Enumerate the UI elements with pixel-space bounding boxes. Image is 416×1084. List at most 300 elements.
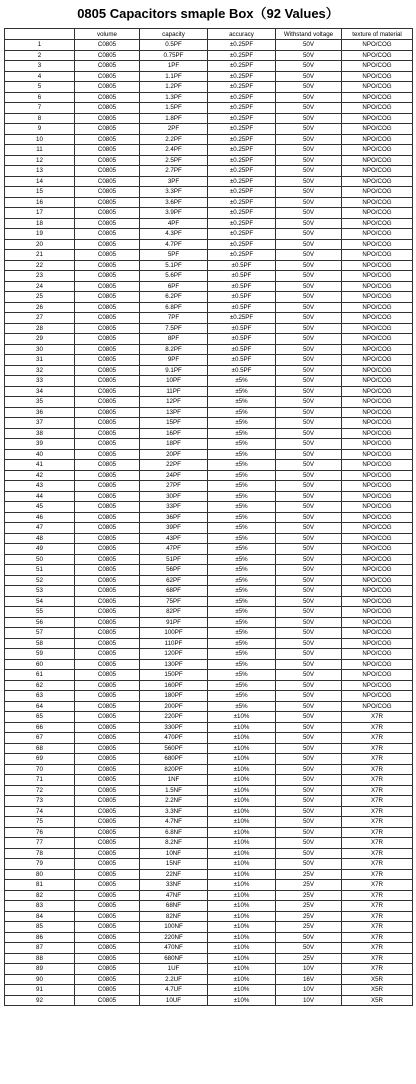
table-row — [5, 586, 413, 597]
cell-index: 3 — [5, 61, 75, 72]
table-row — [5, 544, 413, 555]
cell-volume: C0805 — [75, 124, 140, 135]
cell-accuracy: ±5% — [208, 502, 276, 513]
cell-voltage: 50V — [276, 313, 342, 324]
table-row — [5, 155, 413, 166]
header-capacity: capacity — [140, 29, 208, 40]
table-row — [5, 460, 413, 471]
table-row — [5, 218, 413, 229]
cell-capacity: 22NF — [140, 869, 208, 880]
cell-capacity: 1PF — [140, 61, 208, 72]
header-volume: volume — [75, 29, 140, 40]
cell-material: NPO/COG — [342, 460, 413, 471]
table-row — [5, 523, 413, 534]
cell-accuracy: ±5% — [208, 418, 276, 429]
cell-material: NPO/COG — [342, 145, 413, 156]
cell-voltage: 50V — [276, 827, 342, 838]
cell-capacity: 680NF — [140, 953, 208, 964]
cell-index: 4 — [5, 71, 75, 82]
cell-accuracy: ±0.25PF — [208, 82, 276, 93]
cell-material: X7R — [342, 722, 413, 733]
cell-material: NPO/COG — [342, 470, 413, 481]
cell-material: NPO/COG — [342, 554, 413, 565]
cell-accuracy: ±5% — [208, 533, 276, 544]
cell-accuracy: ±0.25PF — [208, 218, 276, 229]
cell-capacity: 1.1PF — [140, 71, 208, 82]
cell-capacity: 470NF — [140, 943, 208, 954]
cell-accuracy: ±5% — [208, 691, 276, 702]
cell-index: 58 — [5, 638, 75, 649]
cell-volume: C0805 — [75, 796, 140, 807]
cell-voltage: 50V — [276, 239, 342, 250]
table-row — [5, 197, 413, 208]
cell-accuracy: ±5% — [208, 449, 276, 460]
cell-voltage: 25V — [276, 880, 342, 891]
cell-volume: C0805 — [75, 376, 140, 387]
cell-voltage: 50V — [276, 407, 342, 418]
cell-index: 56 — [5, 617, 75, 628]
cell-volume: C0805 — [75, 670, 140, 681]
cell-index: 2 — [5, 50, 75, 61]
cell-volume: C0805 — [75, 985, 140, 996]
cell-index: 74 — [5, 806, 75, 817]
cell-accuracy: ±10% — [208, 764, 276, 775]
cell-material: NPO/COG — [342, 670, 413, 681]
cell-volume: C0805 — [75, 323, 140, 334]
cell-volume: C0805 — [75, 344, 140, 355]
cell-accuracy: ±0.5PF — [208, 344, 276, 355]
cell-index: 6 — [5, 92, 75, 103]
cell-capacity: 15NF — [140, 859, 208, 870]
cell-voltage: 50V — [276, 680, 342, 691]
cell-material: NPO/COG — [342, 208, 413, 219]
cell-material: X7R — [342, 943, 413, 954]
table-row — [5, 82, 413, 93]
cell-accuracy: ±0.25PF — [208, 134, 276, 145]
cell-voltage: 50V — [276, 523, 342, 534]
cell-accuracy: ±5% — [208, 575, 276, 586]
cell-accuracy: ±0.25PF — [208, 155, 276, 166]
cell-capacity: 5.1PF — [140, 260, 208, 271]
cell-voltage: 50V — [276, 722, 342, 733]
cell-index: 32 — [5, 365, 75, 376]
cell-index: 35 — [5, 397, 75, 408]
cell-index: 17 — [5, 208, 75, 219]
cell-index: 26 — [5, 302, 75, 313]
cell-material: X7R — [342, 785, 413, 796]
cell-accuracy: ±0.5PF — [208, 260, 276, 271]
cell-accuracy: ±10% — [208, 754, 276, 765]
cell-material: NPO/COG — [342, 544, 413, 555]
cell-voltage: 50V — [276, 82, 342, 93]
cell-voltage: 50V — [276, 428, 342, 439]
cell-voltage: 50V — [276, 145, 342, 156]
cell-volume: C0805 — [75, 176, 140, 187]
cell-index: 64 — [5, 701, 75, 712]
cell-accuracy: ±5% — [208, 659, 276, 670]
cell-voltage: 50V — [276, 554, 342, 565]
cell-accuracy: ±10% — [208, 985, 276, 996]
cell-voltage: 50V — [276, 743, 342, 754]
table-row — [5, 775, 413, 786]
cell-index: 40 — [5, 449, 75, 460]
cell-voltage: 50V — [276, 376, 342, 387]
cell-volume: C0805 — [75, 554, 140, 565]
cell-material: X7R — [342, 848, 413, 859]
table-row — [5, 607, 413, 618]
cell-capacity: 220PF — [140, 712, 208, 723]
table-row — [5, 239, 413, 250]
cell-volume: C0805 — [75, 470, 140, 481]
cell-capacity: 13PF — [140, 407, 208, 418]
cell-capacity: 15PF — [140, 418, 208, 429]
table-row — [5, 502, 413, 513]
cell-accuracy: ±0.25PF — [208, 113, 276, 124]
cell-material: NPO/COG — [342, 649, 413, 660]
cell-material: NPO/COG — [342, 512, 413, 523]
cell-voltage: 50V — [276, 355, 342, 366]
table-row — [5, 995, 413, 1006]
cell-volume: C0805 — [75, 701, 140, 712]
cell-accuracy: ±5% — [208, 670, 276, 681]
cell-capacity: 2.5PF — [140, 155, 208, 166]
cell-material: NPO/COG — [342, 82, 413, 93]
cell-accuracy: ±0.25PF — [208, 71, 276, 82]
cell-index: 24 — [5, 281, 75, 292]
cell-volume: C0805 — [75, 50, 140, 61]
cell-volume: C0805 — [75, 649, 140, 660]
cell-accuracy: ±5% — [208, 386, 276, 397]
cell-volume: C0805 — [75, 218, 140, 229]
cell-voltage: 50V — [276, 838, 342, 849]
cell-volume: C0805 — [75, 92, 140, 103]
cell-voltage: 50V — [276, 124, 342, 135]
cell-index: 60 — [5, 659, 75, 670]
cell-voltage: 50V — [276, 302, 342, 313]
cell-capacity: 1.5PF — [140, 103, 208, 114]
cell-material: NPO/COG — [342, 166, 413, 177]
cell-material: X7R — [342, 922, 413, 933]
cell-accuracy: ±0.25PF — [208, 197, 276, 208]
cell-capacity: 82NF — [140, 911, 208, 922]
cell-voltage: 50V — [276, 40, 342, 51]
cell-index: 65 — [5, 712, 75, 723]
cell-material: X7R — [342, 827, 413, 838]
table-row — [5, 901, 413, 912]
cell-voltage: 50V — [276, 260, 342, 271]
cell-voltage: 25V — [276, 922, 342, 933]
cell-capacity: 200PF — [140, 701, 208, 712]
cell-voltage: 50V — [276, 859, 342, 870]
cell-index: 46 — [5, 512, 75, 523]
cell-accuracy: ±0.25PF — [208, 103, 276, 114]
cell-voltage: 25V — [276, 890, 342, 901]
cell-capacity: 4PF — [140, 218, 208, 229]
cell-material: X7R — [342, 859, 413, 870]
cell-index: 38 — [5, 428, 75, 439]
cell-accuracy: ±5% — [208, 376, 276, 387]
table-row — [5, 512, 413, 523]
cell-voltage: 50V — [276, 197, 342, 208]
cell-voltage: 25V — [276, 911, 342, 922]
cell-volume: C0805 — [75, 302, 140, 313]
cell-material: NPO/COG — [342, 596, 413, 607]
cell-capacity: 560PF — [140, 743, 208, 754]
cell-capacity: 68PF — [140, 586, 208, 597]
cell-accuracy: ±10% — [208, 743, 276, 754]
cell-volume: C0805 — [75, 880, 140, 891]
cell-material: NPO/COG — [342, 386, 413, 397]
cell-material: NPO/COG — [342, 197, 413, 208]
table-row — [5, 187, 413, 198]
cell-volume: C0805 — [75, 229, 140, 240]
cell-index: 87 — [5, 943, 75, 954]
cell-accuracy: ±0.25PF — [208, 50, 276, 61]
cell-accuracy: ±5% — [208, 607, 276, 618]
cell-volume: C0805 — [75, 61, 140, 72]
cell-capacity: 3.9PF — [140, 208, 208, 219]
cell-voltage: 10V — [276, 964, 342, 975]
cell-accuracy: ±10% — [208, 796, 276, 807]
cell-volume: C0805 — [75, 40, 140, 51]
table-row — [5, 376, 413, 387]
cell-voltage: 50V — [276, 764, 342, 775]
cell-accuracy: ±10% — [208, 859, 276, 870]
cell-volume: C0805 — [75, 533, 140, 544]
cell-capacity: 30PF — [140, 491, 208, 502]
cell-accuracy: ±0.25PF — [208, 239, 276, 250]
cell-voltage: 50V — [276, 670, 342, 681]
cell-voltage: 10V — [276, 985, 342, 996]
cell-capacity: 110PF — [140, 638, 208, 649]
cell-material: NPO/COG — [342, 61, 413, 72]
table-row — [5, 911, 413, 922]
cell-volume: C0805 — [75, 628, 140, 639]
cell-accuracy: ±5% — [208, 512, 276, 523]
cell-index: 92 — [5, 995, 75, 1006]
cell-volume: C0805 — [75, 523, 140, 534]
cell-material: X7R — [342, 817, 413, 828]
cell-voltage: 50V — [276, 544, 342, 555]
cell-material: NPO/COG — [342, 701, 413, 712]
cell-voltage: 50V — [276, 397, 342, 408]
cell-capacity: 100NF — [140, 922, 208, 933]
cell-voltage: 50V — [276, 628, 342, 639]
table-row — [5, 827, 413, 838]
cell-material: NPO/COG — [342, 607, 413, 618]
cell-accuracy: ±5% — [208, 544, 276, 555]
table-row — [5, 985, 413, 996]
cell-capacity: 7.5PF — [140, 323, 208, 334]
cell-material: NPO/COG — [342, 418, 413, 429]
cell-material: NPO/COG — [342, 250, 413, 261]
cell-voltage: 50V — [276, 691, 342, 702]
cell-capacity: 8.2NF — [140, 838, 208, 849]
cell-volume: C0805 — [75, 901, 140, 912]
cell-volume: C0805 — [75, 407, 140, 418]
cell-material: NPO/COG — [342, 449, 413, 460]
cell-index: 84 — [5, 911, 75, 922]
table-row — [5, 397, 413, 408]
table-body — [5, 40, 413, 1006]
cell-index: 29 — [5, 334, 75, 345]
cell-material: NPO/COG — [342, 533, 413, 544]
cell-accuracy: ±10% — [208, 943, 276, 954]
cell-accuracy: ±10% — [208, 869, 276, 880]
cell-material: NPO/COG — [342, 407, 413, 418]
cell-volume: C0805 — [75, 281, 140, 292]
table-row — [5, 271, 413, 282]
cell-material: NPO/COG — [342, 575, 413, 586]
table-row — [5, 922, 413, 933]
cell-voltage: 50V — [276, 943, 342, 954]
cell-volume: C0805 — [75, 754, 140, 765]
table-row — [5, 785, 413, 796]
cell-material: NPO/COG — [342, 617, 413, 628]
cell-capacity: 33PF — [140, 502, 208, 513]
cell-material: NPO/COG — [342, 334, 413, 345]
cell-accuracy: ±10% — [208, 712, 276, 723]
cell-volume: C0805 — [75, 502, 140, 513]
cell-material: NPO/COG — [342, 376, 413, 387]
cell-volume: C0805 — [75, 365, 140, 376]
cell-accuracy: ±0.25PF — [208, 313, 276, 324]
table-row — [5, 764, 413, 775]
cell-volume: C0805 — [75, 775, 140, 786]
cell-capacity: 10NF — [140, 848, 208, 859]
cell-capacity: 4.3PF — [140, 229, 208, 240]
cell-voltage: 50V — [276, 176, 342, 187]
cell-accuracy: ±0.25PF — [208, 229, 276, 240]
cell-index: 18 — [5, 218, 75, 229]
cell-volume: C0805 — [75, 712, 140, 723]
table-row — [5, 638, 413, 649]
cell-material: NPO/COG — [342, 680, 413, 691]
cell-index: 31 — [5, 355, 75, 366]
cell-index: 14 — [5, 176, 75, 187]
cell-accuracy: ±5% — [208, 470, 276, 481]
cell-index: 54 — [5, 596, 75, 607]
cell-material: NPO/COG — [342, 92, 413, 103]
cell-accuracy: ±5% — [208, 596, 276, 607]
cell-index: 68 — [5, 743, 75, 754]
cell-voltage: 50V — [276, 292, 342, 303]
table-row — [5, 323, 413, 334]
cell-accuracy: ±0.25PF — [208, 208, 276, 219]
cell-index: 34 — [5, 386, 75, 397]
cell-index: 44 — [5, 491, 75, 502]
cell-volume: C0805 — [75, 439, 140, 450]
cell-index: 86 — [5, 932, 75, 943]
table-row — [5, 859, 413, 870]
cell-accuracy: ±5% — [208, 554, 276, 565]
cell-capacity: 330PF — [140, 722, 208, 733]
cell-index: 82 — [5, 890, 75, 901]
cell-index: 51 — [5, 565, 75, 576]
cell-capacity: 160PF — [140, 680, 208, 691]
cell-voltage: 50V — [276, 775, 342, 786]
cell-voltage: 50V — [276, 649, 342, 660]
cell-index: 66 — [5, 722, 75, 733]
cell-voltage: 50V — [276, 166, 342, 177]
cell-accuracy: ±5% — [208, 649, 276, 660]
cell-volume: C0805 — [75, 250, 140, 261]
cell-index: 49 — [5, 544, 75, 555]
cell-accuracy: ±5% — [208, 701, 276, 712]
cell-capacity: 56PF — [140, 565, 208, 576]
cell-material: X7R — [342, 869, 413, 880]
cell-voltage: 50V — [276, 187, 342, 198]
table-row — [5, 953, 413, 964]
table-row — [5, 491, 413, 502]
cell-volume: C0805 — [75, 386, 140, 397]
cell-index: 81 — [5, 880, 75, 891]
cell-material: NPO/COG — [342, 491, 413, 502]
cell-capacity: 220NF — [140, 932, 208, 943]
cell-voltage: 50V — [276, 418, 342, 429]
cell-capacity: 1.2PF — [140, 82, 208, 93]
cell-material: NPO/COG — [342, 155, 413, 166]
cell-index: 89 — [5, 964, 75, 975]
cell-index: 39 — [5, 439, 75, 450]
cell-material: X7R — [342, 932, 413, 943]
cell-capacity: 2.4PF — [140, 145, 208, 156]
cell-accuracy: ±0.5PF — [208, 271, 276, 282]
cell-volume: C0805 — [75, 911, 140, 922]
cell-voltage: 50V — [276, 932, 342, 943]
table-row — [5, 176, 413, 187]
cell-material: NPO/COG — [342, 50, 413, 61]
cell-voltage: 50V — [276, 712, 342, 723]
table-row — [5, 334, 413, 345]
table-row — [5, 292, 413, 303]
cell-accuracy: ±5% — [208, 617, 276, 628]
table-row — [5, 932, 413, 943]
cell-voltage: 50V — [276, 71, 342, 82]
cell-index: 8 — [5, 113, 75, 124]
cell-volume: C0805 — [75, 953, 140, 964]
cell-accuracy: ±0.5PF — [208, 323, 276, 334]
cell-capacity: 2.2NF — [140, 796, 208, 807]
cell-accuracy: ±5% — [208, 491, 276, 502]
table-row — [5, 575, 413, 586]
cell-capacity: 4.7NF — [140, 817, 208, 828]
table-row — [5, 733, 413, 744]
cell-capacity: 820PF — [140, 764, 208, 775]
cell-accuracy: ±10% — [208, 848, 276, 859]
cell-volume: C0805 — [75, 418, 140, 429]
cell-capacity: 1.5NF — [140, 785, 208, 796]
cell-index: 27 — [5, 313, 75, 324]
cell-volume: C0805 — [75, 691, 140, 702]
table-row — [5, 890, 413, 901]
header-withstand-voltage: Withstand voltage — [276, 29, 342, 40]
cell-accuracy: ±5% — [208, 638, 276, 649]
cell-volume: C0805 — [75, 733, 140, 744]
cell-material: NPO/COG — [342, 71, 413, 82]
cell-volume: C0805 — [75, 512, 140, 523]
table-row — [5, 103, 413, 114]
cell-volume: C0805 — [75, 586, 140, 597]
cell-capacity: 100PF — [140, 628, 208, 639]
cell-volume: C0805 — [75, 785, 140, 796]
cell-index: 52 — [5, 575, 75, 586]
header-index — [5, 29, 75, 40]
cell-capacity: 6.2PF — [140, 292, 208, 303]
table-row — [5, 817, 413, 828]
cell-volume: C0805 — [75, 974, 140, 985]
cell-material: X7R — [342, 838, 413, 849]
